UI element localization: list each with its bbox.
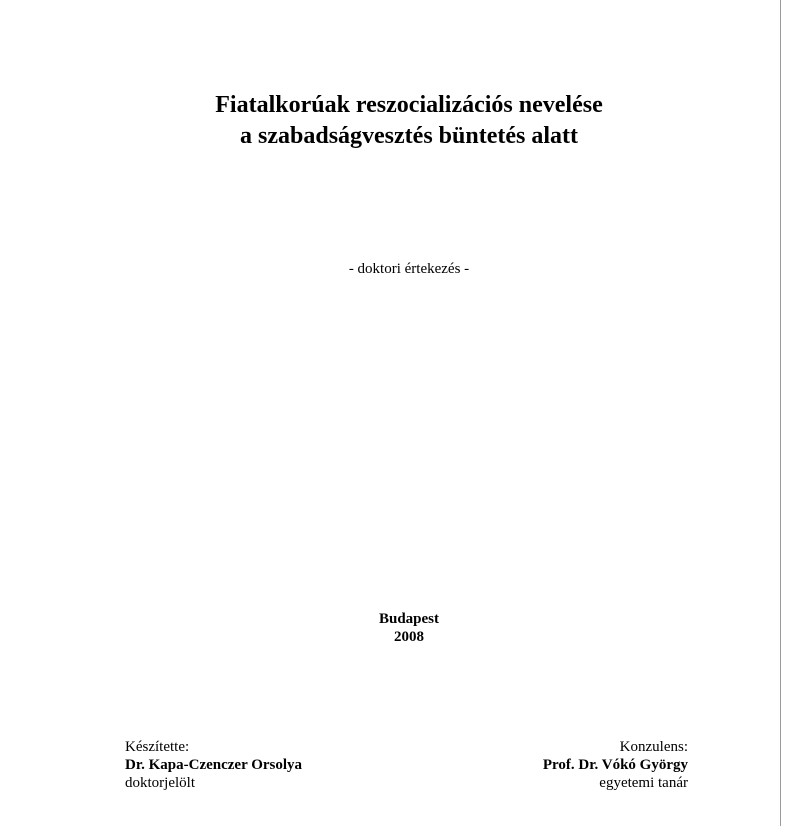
author-label: Készítette: — [125, 739, 190, 755]
consultant-label: Konzulens: — [619, 739, 688, 755]
year: 2008 — [394, 629, 424, 645]
document-title — [0, 90, 788, 152]
title-line-2: a szabadságvesztés büntetés alatt — [240, 123, 578, 149]
place: Budapest — [378, 611, 440, 627]
document-subtitle: - doktori értekezés - — [348, 261, 470, 277]
title-line-1: Fiatalkorúak reszocializációs nevelése — [215, 92, 603, 118]
place-and-year — [0, 610, 788, 646]
author-role: doktorjelölt — [125, 775, 195, 791]
consultant-name: Prof. Dr. Vókó György — [542, 757, 688, 773]
consultant-role: egyetemi tanár — [599, 775, 688, 791]
author-block — [125, 738, 302, 792]
consultant-block — [543, 738, 688, 792]
author-name: Dr. Kapa-Czenczer Orsolya — [125, 757, 303, 773]
